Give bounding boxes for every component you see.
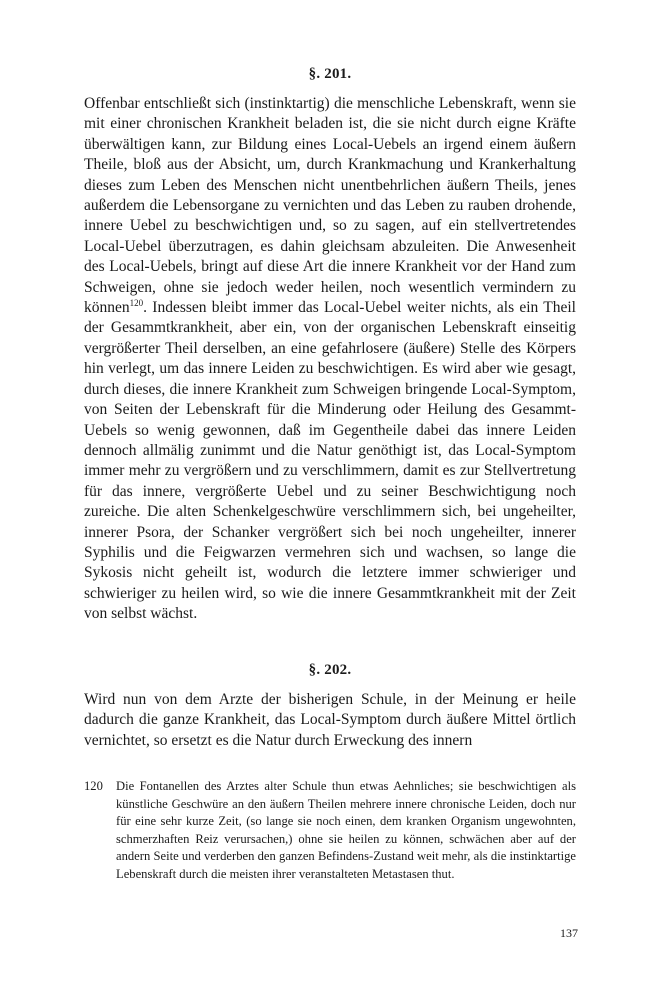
section-201-text-part-1: Offenbar entschließt sich (instinktartig) die menschliche Lebenskraft, wenn sie mit einer chronischen Krankheit beladen ist, die sie nicht durch eigne Kräfte überwältigen kann, zur Bildung eines Local-Uebels an irgend einem äußern Theile, bloß aus der Absicht, um, durch Krankmachung und Krankerhaltung dieses zum Leben des Menschen nicht unentbehrlichen äußern Theils, jenes außerdem die Lebensorgane zu vernichten und das Leben zu rauben drohende, innere Uebel zu beschwichtigen und, so zu sagen, auf ein stellvertretendes Local-Uebel überzutragen, es dahin gleichsam abzuleiten. Die Anwesenheit des Local-Uebels, bringt auf diese Art die innere Krankheit vor der Hand zum Schweigen, ohne sie jedoch weder heilen, noch wesentlich vermindern zu können [84,95,576,317]
section-201-heading: §. 201. [308,66,352,82]
page-number: 137 [560,926,578,940]
section-202-paragraph: Wird nun von dem Arzte der bisherigen Schule, in der Meinung er heile dadurch die ganze Krankheit, das Local-Symptom durch äußere Mittel örtlich vernichtet, so ersetzt es die Natur durch Erweckung des innern [84,691,576,749]
section-202-heading: §. 202. [308,662,352,678]
footnote-number: 120 [84,779,103,793]
footnote-reference: 120 [129,297,144,308]
section-201-text-part-2: . Indessen bleibt immer das Local-Uebel weiter nichts, als ein Theil der Gesammtkrankheit, aber ein, von der organischen Lebenskraft einseitig vergrößerter Theil derselben, an eine gefahrlosere (äußere) Stelle des Körpers hin verlegt, um das innere Leiden zu beschwichtigen. Es wird aber wie gesagt, durch dieses, die innere Krankheit zum Schweigen bringende Local-Symptom, von Seiten der Lebenskraft für die Minderung oder Heilung des Gesammt-Uebels so wenig gewonnen, daß im Gegentheile dabei das innere Leiden dennoch allmälig zunimmt und die Natur genöthigt ist, das Local-Symptom immer mehr zu vergrößern und zu verschlimmern, damit es zur Stellvertretung für das innere, vergrößerte Uebel und zu seiner Beschwichtigung noch zureiche. Die alten Schenkelgeschwüre verschlimmern sich, bei ungeheilter, innerer Psora, der Schanker vergrößert sich bei noch ungeheilter, innerer Syphilis und die Feigwarzen vermehren sich und wachsen, so lange die Sykosis nicht geheilt ist, wodurch die letztere immer schwieriger und schwieriger zu heilen wird, so wie die innere Gesammtkrankheit mit der Zeit von selbst wächst. [84,299,576,623]
footnote-text: Die Fontanellen des Arztes alter Schule thun etwas Aehnliches; sie beschwichtigen als künstliche Geschwüre an den äußern Theilen mehrere innere chronische Leiden, doch nur für eine sehr kurze Zeit, (so lange sie noch einen, dem kranken Organism ungewohnten, schmerzhaften Reiz verursachen,) ohne sie heilen zu können, schwächen aber auf der andern Seite und verderben den ganzen Befindens-Zustand weit mehr, als die instinktartige Lebenskraft durch die meisten ihrer veranstalteten Metastasen thut. [116,779,576,881]
footnote [84,778,576,884]
section-201-paragraph [84,94,576,625]
